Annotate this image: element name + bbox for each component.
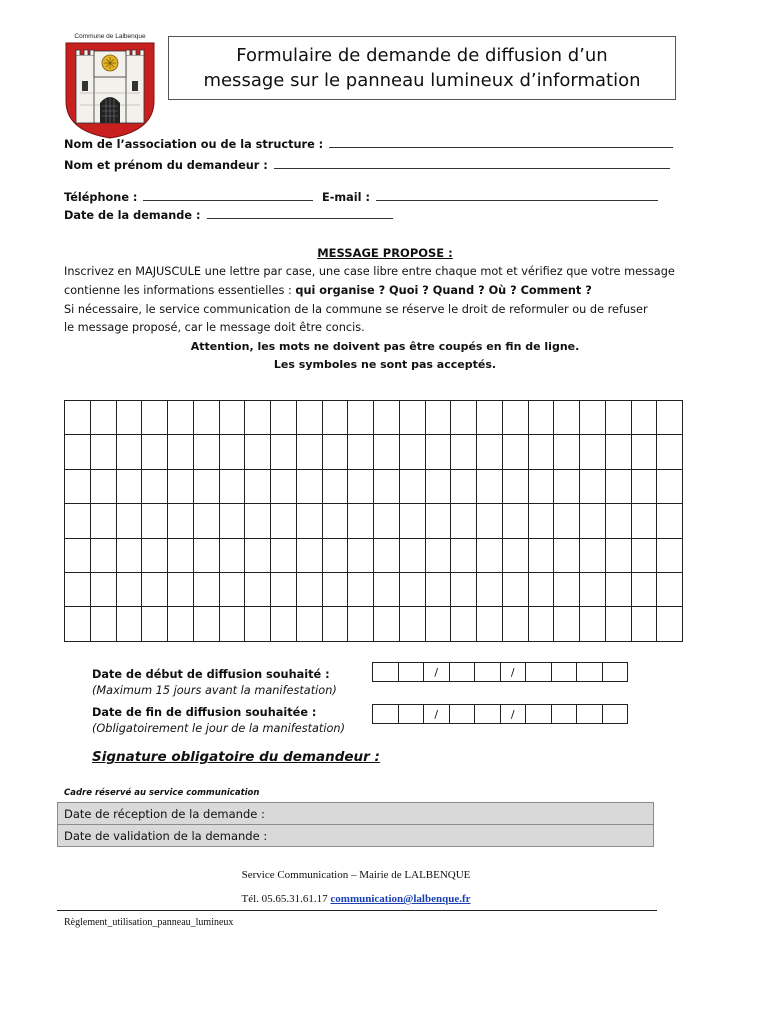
letter-cell[interactable]	[219, 538, 245, 572]
letter-cell[interactable]	[554, 538, 580, 572]
date-separator: /	[500, 663, 526, 682]
letter-cell[interactable]	[374, 572, 400, 606]
end-date-boxes	[372, 704, 628, 724]
letter-cell[interactable]	[116, 607, 142, 641]
letter-cell[interactable]	[116, 469, 142, 503]
letter-cell[interactable]	[374, 504, 400, 538]
phone-input-line[interactable]	[143, 190, 313, 201]
letter-cell[interactable]	[219, 435, 245, 469]
letter-cell[interactable]	[502, 538, 528, 572]
letter-cell[interactable]	[657, 401, 683, 435]
association-field	[64, 137, 673, 151]
letter-cell[interactable]	[554, 401, 580, 435]
start-date-label: Date de début de diffusion souhaité :	[92, 668, 330, 681]
letter-cell[interactable]	[90, 538, 116, 572]
letter-cell[interactable]	[425, 538, 451, 572]
letter-cell[interactable]	[348, 572, 374, 606]
letter-cell[interactable]	[271, 435, 297, 469]
letter-cell[interactable]	[219, 572, 245, 606]
letter-cell[interactable]	[528, 572, 554, 606]
letter-cell[interactable]	[580, 435, 606, 469]
letter-cell[interactable]	[605, 401, 631, 435]
letter-cell[interactable]	[425, 504, 451, 538]
letter-cell[interactable]	[271, 607, 297, 641]
commune-crest-logo	[62, 31, 158, 139]
form-title-line-1: Formulaire de demande de diffusion d’un	[236, 45, 608, 66]
letter-cell[interactable]	[425, 607, 451, 641]
date-box[interactable]	[602, 663, 628, 682]
letter-cell[interactable]	[502, 572, 528, 606]
letter-cell[interactable]	[528, 401, 554, 435]
message-heading: MESSAGE PROPOSE :	[317, 246, 453, 260]
letter-cell[interactable]	[451, 538, 477, 572]
letter-cell[interactable]	[502, 504, 528, 538]
letter-grid-row	[65, 401, 683, 435]
letter-cell[interactable]	[65, 435, 91, 469]
letter-cell[interactable]	[168, 435, 194, 469]
letter-cell[interactable]	[271, 572, 297, 606]
letter-cell[interactable]	[528, 538, 554, 572]
letter-cell[interactable]	[580, 504, 606, 538]
letter-grid-row	[65, 572, 683, 606]
letter-cell[interactable]	[90, 504, 116, 538]
letter-cell[interactable]	[554, 607, 580, 641]
request-date-label: Date de la demande :	[64, 209, 201, 222]
letter-cell[interactable]	[528, 607, 554, 641]
letter-cell[interactable]	[451, 504, 477, 538]
letter-cell[interactable]	[193, 504, 219, 538]
end-date-note: (Obligatoirement le jour de la manifestation)	[92, 722, 345, 735]
letter-cell[interactable]	[528, 504, 554, 538]
letter-cell[interactable]	[322, 469, 348, 503]
letter-cell[interactable]	[399, 401, 425, 435]
requester-label: Nom et prénom du demandeur :	[64, 159, 268, 172]
warning-word-cut: Attention, les mots ne doivent pas être coupés en fin de ligne.	[190, 340, 580, 353]
letter-cell[interactable]	[605, 538, 631, 572]
date-separator: /	[500, 705, 526, 724]
date-box[interactable]	[475, 663, 501, 682]
letter-grid-row	[65, 469, 683, 503]
date-box[interactable]	[551, 705, 577, 724]
letter-cell[interactable]	[399, 607, 425, 641]
date-separator: /	[424, 705, 450, 724]
date-box[interactable]	[398, 663, 424, 682]
start-date-boxes	[372, 662, 628, 682]
letter-cell[interactable]	[245, 435, 271, 469]
letter-cell[interactable]	[657, 435, 683, 469]
letter-cell[interactable]	[348, 607, 374, 641]
form-title-box	[168, 36, 676, 100]
letter-cell[interactable]	[631, 401, 657, 435]
letter-cell[interactable]	[168, 504, 194, 538]
letter-cell[interactable]	[90, 435, 116, 469]
letter-cell[interactable]	[65, 607, 91, 641]
letter-cell[interactable]	[219, 504, 245, 538]
document-filename: Règlement_utilisation_panneau_lumineux	[64, 917, 234, 928]
letter-grid-row	[65, 538, 683, 572]
letter-cell[interactable]	[142, 538, 168, 572]
letter-cell[interactable]	[193, 469, 219, 503]
letter-cell[interactable]	[271, 401, 297, 435]
date-box[interactable]	[398, 705, 424, 724]
letter-cell[interactable]	[245, 504, 271, 538]
request-date-field	[64, 208, 393, 222]
letter-cell[interactable]	[451, 435, 477, 469]
date-box[interactable]	[449, 663, 475, 682]
date-box[interactable]	[373, 705, 399, 724]
letter-cell[interactable]	[142, 401, 168, 435]
letter-cell[interactable]	[142, 469, 168, 503]
letter-cell[interactable]	[477, 572, 503, 606]
letter-cell[interactable]	[657, 572, 683, 606]
association-label: Nom de l’association ou de la structure :	[64, 138, 324, 151]
letter-cell[interactable]	[168, 469, 194, 503]
email-input-line[interactable]	[376, 190, 658, 201]
letter-cell[interactable]	[477, 469, 503, 503]
letter-cell[interactable]	[477, 607, 503, 641]
letter-cell[interactable]	[348, 401, 374, 435]
letter-cell[interactable]	[605, 469, 631, 503]
instruction-key-questions: qui organise ? Quoi ? Quand ? Où ? Comment ?	[295, 284, 592, 297]
association-input-line[interactable]	[329, 137, 673, 148]
validation-date-row: Date de validation de la demande :	[58, 825, 654, 847]
letter-cell[interactable]	[399, 572, 425, 606]
letter-cell[interactable]	[65, 572, 91, 606]
letter-cell[interactable]	[219, 607, 245, 641]
letter-cell[interactable]	[219, 469, 245, 503]
instruction-line-3: Si nécessaire, le service communication de la commune se réserve le droit de reformuler ou de refuser	[64, 303, 648, 316]
letter-cell[interactable]	[502, 401, 528, 435]
phone-label: Téléphone :	[64, 191, 138, 204]
letter-cell[interactable]	[631, 538, 657, 572]
letter-cell[interactable]	[374, 607, 400, 641]
letter-cell[interactable]	[399, 538, 425, 572]
office-use-table	[57, 802, 654, 847]
letter-cell[interactable]	[322, 435, 348, 469]
letter-cell[interactable]	[657, 607, 683, 641]
letter-cell[interactable]	[193, 572, 219, 606]
letter-grid-row	[65, 435, 683, 469]
letter-cell[interactable]	[348, 504, 374, 538]
letter-cell[interactable]	[631, 572, 657, 606]
letter-cell[interactable]	[296, 538, 322, 572]
letter-cell[interactable]	[168, 401, 194, 435]
letter-cell[interactable]	[631, 435, 657, 469]
letter-cell[interactable]	[142, 435, 168, 469]
letter-cell[interactable]	[605, 607, 631, 641]
letter-cell[interactable]	[90, 572, 116, 606]
letter-cell[interactable]	[245, 401, 271, 435]
letter-cell[interactable]	[116, 401, 142, 435]
letter-grid-row	[65, 607, 683, 641]
footer-phone: Tél. 05.65.31.61.17	[241, 893, 328, 905]
request-date-input-line[interactable]	[207, 208, 393, 219]
letter-cell[interactable]	[399, 504, 425, 538]
instruction-line-2-text: contienne les informations essentielles :	[64, 284, 296, 297]
letter-cell[interactable]	[322, 538, 348, 572]
letter-cell[interactable]	[65, 504, 91, 538]
letter-cell[interactable]	[65, 538, 91, 572]
date-box[interactable]	[551, 663, 577, 682]
footer-service: Service Communication – Mairie de LALBENQUE	[241, 869, 471, 881]
letter-grid-row	[65, 504, 683, 538]
email-field	[322, 190, 658, 204]
date-box[interactable]	[526, 663, 552, 682]
letter-cell[interactable]	[631, 469, 657, 503]
reception-date-row: Date de réception de la demande :	[58, 803, 654, 825]
letter-cell[interactable]	[322, 504, 348, 538]
letter-cell[interactable]	[399, 469, 425, 503]
phone-field	[64, 190, 313, 204]
letter-cell[interactable]	[502, 435, 528, 469]
signature-heading: Signature obligatoire du demandeur :	[92, 749, 380, 765]
instruction-line-4: le message proposé, car le message doit être concis.	[64, 321, 365, 334]
letter-cell[interactable]	[245, 538, 271, 572]
letter-cell[interactable]	[90, 607, 116, 641]
letter-cell[interactable]	[580, 469, 606, 503]
warning-symbols: Les symboles ne sont pas acceptés.	[273, 358, 497, 371]
letter-cell[interactable]	[90, 469, 116, 503]
form-title-line-2: message sur le panneau lumineux d’information	[203, 70, 641, 91]
requester-input-line[interactable]	[274, 158, 670, 169]
letter-cell[interactable]	[168, 572, 194, 606]
letter-cell[interactable]	[477, 538, 503, 572]
letter-cell[interactable]	[348, 435, 374, 469]
letter-cell[interactable]	[65, 401, 91, 435]
letter-cell[interactable]	[425, 435, 451, 469]
letter-cell[interactable]	[554, 469, 580, 503]
letter-cell[interactable]	[168, 607, 194, 641]
letter-cell[interactable]	[425, 469, 451, 503]
letter-cell[interactable]	[605, 435, 631, 469]
letter-cell[interactable]	[90, 401, 116, 435]
letter-cell[interactable]	[657, 538, 683, 572]
letter-cell[interactable]	[657, 469, 683, 503]
letter-cell[interactable]	[477, 435, 503, 469]
message-letter-grid	[64, 400, 683, 642]
date-separator: /	[424, 663, 450, 682]
date-box[interactable]	[373, 663, 399, 682]
letter-cell[interactable]	[605, 504, 631, 538]
letter-cell[interactable]	[142, 607, 168, 641]
letter-cell[interactable]	[657, 504, 683, 538]
letter-cell[interactable]	[348, 469, 374, 503]
letter-cell[interactable]	[245, 607, 271, 641]
letter-cell[interactable]	[116, 538, 142, 572]
start-date-note: (Maximum 15 jours avant la manifestation)	[92, 684, 337, 697]
letter-cell[interactable]	[425, 572, 451, 606]
letter-cell[interactable]	[296, 469, 322, 503]
date-box[interactable]	[475, 705, 501, 724]
letter-cell[interactable]	[554, 572, 580, 606]
letter-cell[interactable]	[296, 607, 322, 641]
email-label: E-mail :	[322, 191, 370, 204]
letter-cell[interactable]	[245, 572, 271, 606]
letter-cell[interactable]	[451, 469, 477, 503]
letter-cell[interactable]	[193, 538, 219, 572]
letter-cell[interactable]	[451, 401, 477, 435]
letter-cell[interactable]	[502, 469, 528, 503]
letter-cell[interactable]	[296, 572, 322, 606]
letter-cell[interactable]	[142, 504, 168, 538]
letter-cell[interactable]	[631, 504, 657, 538]
letter-cell[interactable]	[193, 607, 219, 641]
letter-cell[interactable]	[271, 538, 297, 572]
letter-cell[interactable]	[399, 435, 425, 469]
letter-cell[interactable]	[322, 607, 348, 641]
instruction-line-2	[64, 284, 592, 297]
letter-cell[interactable]	[271, 504, 297, 538]
letter-cell[interactable]	[580, 401, 606, 435]
letter-cell[interactable]	[374, 401, 400, 435]
letter-cell[interactable]	[116, 435, 142, 469]
letter-cell[interactable]	[631, 607, 657, 641]
letter-cell[interactable]	[477, 401, 503, 435]
letter-cell[interactable]	[425, 401, 451, 435]
footer-divider	[57, 910, 657, 911]
letter-cell[interactable]	[580, 538, 606, 572]
letter-cell[interactable]	[477, 504, 503, 538]
letter-cell[interactable]	[451, 572, 477, 606]
letter-cell[interactable]	[219, 401, 245, 435]
letter-cell[interactable]	[116, 572, 142, 606]
letter-cell[interactable]	[193, 435, 219, 469]
letter-cell[interactable]	[374, 469, 400, 503]
letter-cell[interactable]	[554, 435, 580, 469]
date-box[interactable]	[526, 705, 552, 724]
crest-caption: Commune de Lalbenque	[74, 33, 146, 40]
letter-cell[interactable]	[142, 572, 168, 606]
office-use-label: Cadre réservé au service communication	[64, 788, 260, 798]
letter-cell[interactable]	[580, 607, 606, 641]
end-date-label: Date de fin de diffusion souhaitée :	[92, 706, 317, 719]
letter-cell[interactable]	[245, 469, 271, 503]
letter-cell[interactable]	[193, 401, 219, 435]
letter-cell[interactable]	[65, 469, 91, 503]
letter-cell[interactable]	[502, 607, 528, 641]
letter-cell[interactable]	[374, 538, 400, 572]
letter-cell[interactable]	[580, 572, 606, 606]
date-box[interactable]	[577, 705, 603, 724]
footer-email-link[interactable]: communication@lalbenque.fr	[330, 893, 471, 905]
date-box[interactable]	[602, 705, 628, 724]
date-box[interactable]	[449, 705, 475, 724]
letter-cell[interactable]	[296, 504, 322, 538]
letter-cell[interactable]	[271, 469, 297, 503]
letter-cell[interactable]	[554, 504, 580, 538]
requester-field	[64, 158, 670, 172]
letter-cell[interactable]	[528, 469, 554, 503]
letter-cell[interactable]	[296, 435, 322, 469]
letter-cell[interactable]	[322, 572, 348, 606]
letter-cell[interactable]	[605, 572, 631, 606]
letter-cell[interactable]	[322, 401, 348, 435]
letter-cell[interactable]	[374, 435, 400, 469]
instruction-line-1: Inscrivez en MAJUSCULE une lettre par case, une case libre entre chaque mot et vérifiez que votre message	[64, 265, 675, 278]
date-box[interactable]	[577, 663, 603, 682]
letter-cell[interactable]	[451, 607, 477, 641]
letter-cell[interactable]	[296, 401, 322, 435]
letter-cell[interactable]	[116, 504, 142, 538]
letter-cell[interactable]	[168, 538, 194, 572]
footer-contact	[0, 893, 712, 905]
letter-cell[interactable]	[348, 538, 374, 572]
letter-cell[interactable]	[528, 435, 554, 469]
